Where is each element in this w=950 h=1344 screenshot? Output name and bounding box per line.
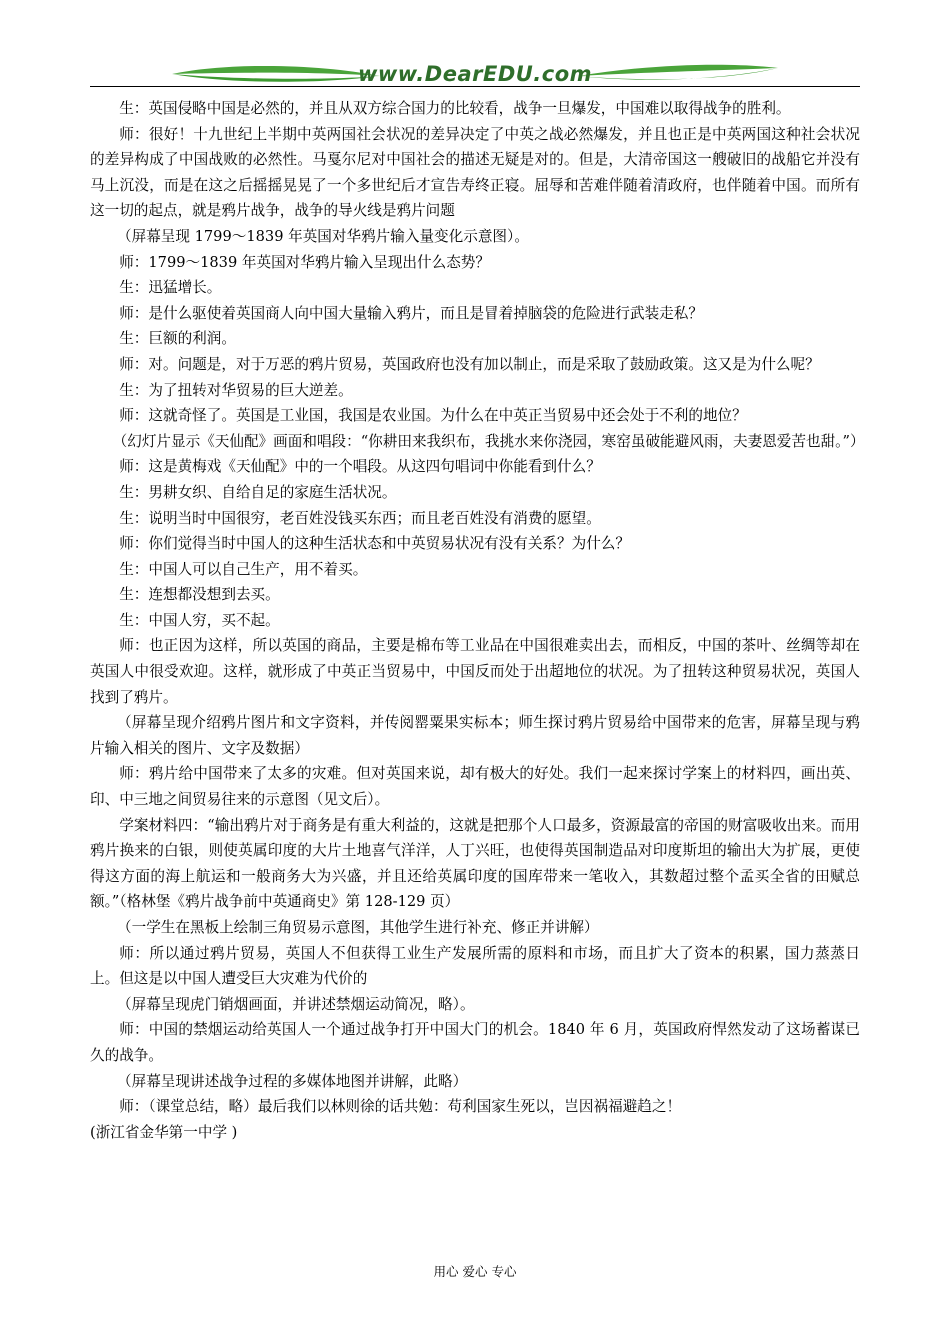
paragraph: （屏幕呈现虎门销烟画面，并讲述禁烟运动简况，略）。 — [117, 995, 475, 1013]
paragraph: 师：这就奇怪了。英国是工业国，我国是农业国。为什么在中英正当贸易中还会处于不利的地位？ — [119, 407, 747, 425]
paragraph: 生：巨额的利润。 — [119, 330, 236, 348]
paragraph: 师：鸦片给中国带来了太多的灾难。但对英国来说，却有极大的好处。我们一起来探讨学案上的材料四，画出英、印、中三地之间贸易往来的示意图（见文后）。 — [90, 765, 860, 809]
paragraph: 师：1799～1839 年英国对华鸦片输入呈现出什么态势？ — [119, 253, 490, 271]
paragraph: 生：迅猛增长。 — [119, 279, 222, 297]
paragraph: 师：这是黄梅戏《天仙配》中的一个唱段。从这四句唱词中你能看到什么？ — [119, 458, 601, 476]
paragraph: （屏幕呈现 1799～1839 年英国对华鸦片输入量变化示意图）。 — [117, 227, 529, 245]
paragraph: 师：中国的禁烟运动给英国人一个通过战争打开中国大门的机会。1840 年 6 月，英国政府悍然发动了这场蓄谋已久的战争。 — [90, 1021, 860, 1064]
paragraph: 师：（课堂总结，略）最后我们以林则徐的话共勉：苟利国家生死以，岂因祸福避趋之！ — [119, 1098, 682, 1116]
paragraph: 师：也正因为这样，所以英国的商品，主要是棉布等工业品在中国很难卖出去，而相反，中国的茶叶、丝绸等却在英国人中很受欢迎。这样，就形成了中英正当贸易中，中国反而处于出超地位的状况。为了扭转这种贸易状况，英国人找到了鸦片。 — [90, 637, 860, 706]
paragraph: 生：说明当时中国很穷，老百姓没钱买东西；而且老百姓没有消费的愿望。 — [119, 509, 601, 527]
paragraph: 师：所以通过鸦片贸易，英国人不但获得工业生产发展所需的原料和市场，而且扩大了资本的积累，国力蒸蒸日上。但这是以中国人遭受巨大灾难为代价的 — [90, 944, 860, 988]
page-header — [90, 58, 860, 92]
header-rule — [90, 86, 860, 87]
document-body — [90, 96, 865, 1145]
paragraph: 生：中国人可以自己生产，用不着买。 — [119, 560, 368, 578]
paragraph: 师：很好！十九世纪上半期中英两国社会状况的差异决定了中英之战必然爆发，并且也正是中英两国这种社会状况的差异构成了中国战败的必然性。马戛尔尼对中国社会的描述无疑是对的。但是，大清帝国这一艘破旧的战船它并没有马上沉没，而是在这之后摇摇晃晃了一个多世纪后才宣告寿终正寝。屈辱和苦难伴随着清政府，也伴随着中国。而所有这一切的起点，就是鸦片战争，战争的导火线是鸦片问题 — [90, 125, 860, 220]
school-attribution: (浙江省金华第一中学 ) — [90, 1123, 238, 1141]
site-logo-text: www.DearEDU.com — [357, 62, 593, 86]
paragraph: 生：英国侵略中国是必然的，并且从双方综合国力的比较看，战争一旦爆发，中国难以取得战争的胜利。 — [119, 100, 791, 117]
paragraph: （屏幕呈现讲述战争过程的多媒体地图并讲解，此略） — [117, 1072, 468, 1090]
page-footer: 用心 爱心 专心 — [433, 1264, 517, 1279]
paragraph: 生：男耕女织、自给自足的家庭生活状况。 — [119, 483, 397, 501]
paragraph: （幻灯片显示《天仙配》画面和唱段：“你耕田来我织布，我挑水来你浇园，寒窑虽破能避风雨，夫妻恩爱苦也甜。”） — [112, 432, 865, 450]
paragraph: 师：对。问题是，对于万恶的鸦片贸易，英国政府也没有加以制止，而是采取了鼓励政策。这又是为什么呢？ — [119, 355, 820, 373]
paragraph: （一学生在黑板上绘制三角贸易示意图，其他学生进行补充、修正并讲解） — [117, 919, 599, 936]
paragraph: 师：是什么驱使着英国商人向中国大量输入鸦片，而且是冒着掉脑袋的危险进行武装走私？ — [119, 304, 703, 322]
paragraph: 生：中国人穷，买不起。 — [119, 611, 280, 629]
paragraph: 学案材料四：“输出鸦片对于商务是有重大利益的，这就是把那个人口最多，资源最富的帝国的财富吸收出来。而用鸦片换来的白银，则使英属印度的大片土地喜气洋洋，人丁兴旺，也使得英国制造品对印度斯坦的输出大为扩展，更使得这方面的海上航运和一般商务大为兴盛，并且还给英属印度的国库带来一笔收入，其数超过整个孟买全省的田赋总额。”（格林堡《鸦片战争前中英通商史》第 128-129 页） — [90, 816, 860, 911]
paragraph: 师：你们觉得当时中国人的这种生活状态和中英贸易状况有没有关系？为什么？ — [119, 535, 630, 553]
paragraph: 生：为了扭转对华贸易的巨大逆差。 — [119, 381, 353, 399]
paragraph: （屏幕呈现介绍鸦片图片和文字资料，并传阅罂粟果实标本；师生探讨鸦片贸易给中国带来的危害，屏幕呈现与鸦片输入相关的图片、文字及数据） — [90, 714, 860, 757]
paragraph: 生：连想都没想到去买。 — [119, 586, 280, 604]
